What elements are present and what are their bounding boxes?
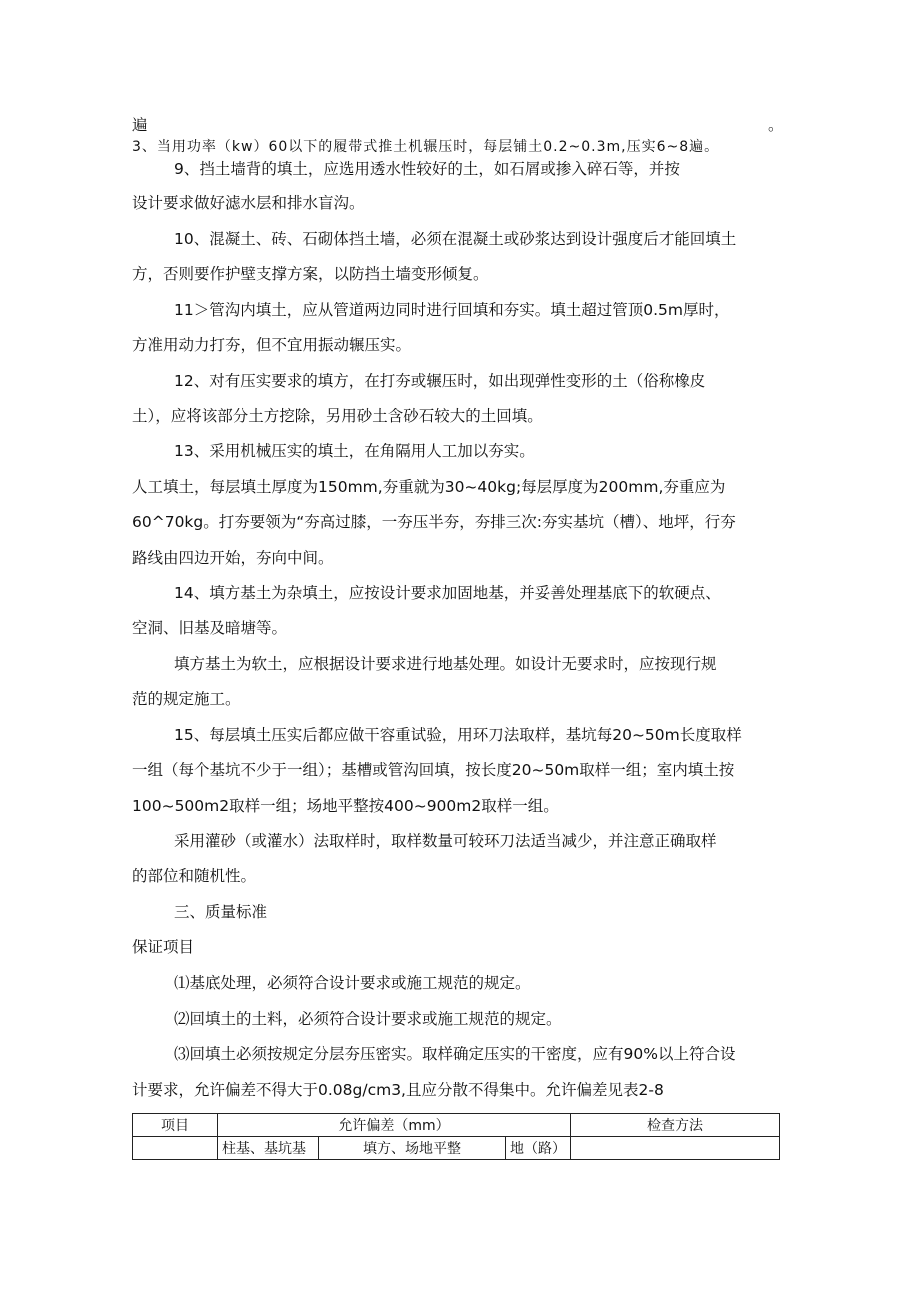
paragraph-12-line-2: 土），应将该部分土方挖除，另用砂土含砂石较大的土回填。 [132,407,543,425]
soft-soil-line-1: 填方基土为软土，应根据设计要求进行地基处理。如设计无要求时，应按现行规 [174,655,717,673]
paragraph-12-line-1: 12、对有压实要求的填方，在打夯或辗压时，如出现弹性变形的土（俗称橡皮 [174,372,706,390]
table-cell [571,1137,780,1160]
table-cell: 地（路） [506,1137,571,1160]
guarantee-item-2: ⑵回填土的土料，必须符合设计要求或施工规范的规定。 [174,1010,562,1028]
tolerance-table [132,1113,780,1160]
table-header-check-method: 检查方法 [571,1114,780,1137]
table-cell: 柱基、基坑基 [218,1137,319,1160]
guarantee-item-3-line-1: ⑶回填土必须按规定分层夯压密实。取样确定压实的干密度，应有90%以上符合设 [174,1045,736,1063]
paragraph-13: 13、采用机械压实的填土，在角隔用人工加以夯实。 [174,442,535,460]
paragraph-14-line-1: 14、填方基土为杂填土，应按设计要求加固地基，并妥善处理基底下的软硬点、 [174,584,721,602]
paragraph-10-line-2: 方，否则要作护壁支撑方案，以防挡土墙变形倾复。 [132,265,489,283]
manual-fill-line-1: 人工填土，每层填土厚度为150mm,夯重就为30~40kg;每层厚度为200mm,夯重应为 [132,478,726,496]
paragraph-9-line-1: 9、挡土墙背的填土，应选用透水性较好的土，如石屑或掺入碎石等，并按 [174,160,680,178]
guarantee-item-3-line-2: 计要求，允许偏差不得大于0.08g∕cm3,且应分散不得集中。允许偏差见表2-8 [132,1081,664,1099]
table-header-item: 项目 [133,1114,218,1137]
table-header-deviation: 允许偏差（mm） [218,1114,571,1137]
manual-fill-line-3: 路线由四边开始，夯向中间。 [132,549,334,567]
subheading-guarantee: 保证项目 [132,938,195,956]
paragraph-9-line-2: 设计要求做好滤水层和排水盲沟。 [132,194,365,212]
paragraph-15-line-2: 一组（每个基坑不少于一组）；基槽或管沟回填，按长度20~50m取样一组；室内填土按 [132,761,735,779]
text-line: 3、当用功率（kw）60以下的履带式推土机辗压时，每层铺土0.2~0.3m,压实6~8遍。 [132,139,720,155]
sand-sampling-line-2: 的部位和随机性。 [132,867,257,885]
table-cell [133,1137,218,1160]
text-line: 。 [768,116,784,134]
table-row [133,1137,780,1160]
manual-fill-line-2: 60^70kg。打夯要领为“夯高过膝，一夯压半夯，夯排三次:夯实基坑（槽）、地坪，行夯 [132,513,736,531]
paragraph-15-line-3: 100~500m2取样一组；场地平整按400~900m2取样一组。 [132,797,559,815]
guarantee-item-1: ⑴基底处理，必须符合设计要求或施工规范的规定。 [174,974,531,992]
paragraph-11-line-2: 方准用动力打夯，但不宜用振动辗压实。 [132,336,412,354]
paragraph-10-line-1: 10、混凝土、砖、石砌体挡土墙，必须在混凝土或砂浆达到设计强度后才能回填土 [174,230,737,248]
paragraph-14-line-2: 空洞、旧基及暗塘等。 [132,619,288,637]
table-cell: 填方、场地平整 [319,1137,506,1160]
soft-soil-line-2: 范的规定施工。 [132,690,241,708]
paragraph-11-line-1: 11＞管沟内填土，应从管道两边同时进行回填和夯实。填土超过管顶0.5m厚时， [174,301,730,319]
section-heading-quality: 三、质量标准 [174,903,268,921]
paragraph-15-line-1: 15、每层填土压实后都应做干容重试验，用环刀法取样，基坑每20~50m长度取样 [174,726,742,744]
table-header-row [133,1114,780,1137]
sand-sampling-line-1: 采用灌砂（或灌水）法取样时，取样数量可较环刀法适当减少，并注意正确取样 [174,832,717,850]
text-line: 遍 [132,116,148,134]
